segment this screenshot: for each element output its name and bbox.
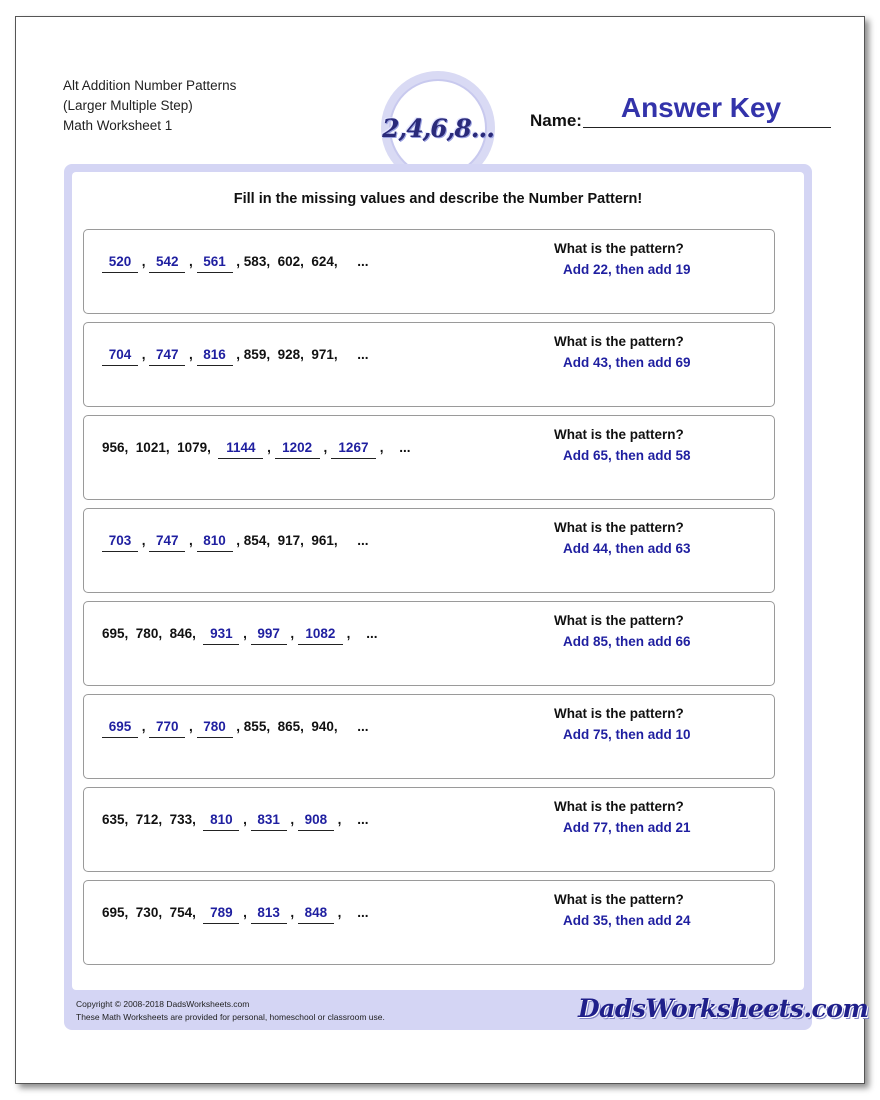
comma-separator: , — [300, 533, 312, 548]
comma-separator: , — [333, 533, 346, 548]
number-sequence — [102, 719, 368, 738]
sequence-ellipsis: ... — [366, 626, 378, 641]
comma-separator: , — [185, 533, 197, 548]
given-term: 956 — [102, 440, 125, 455]
comma-separator: , — [232, 719, 244, 734]
answer-blank[interactable]: 747 — [149, 533, 185, 552]
given-term: 1021 — [135, 440, 166, 455]
copyright-text: Copyright © 2008-2018 DadsWorksheets.com — [76, 999, 250, 1009]
sequence-ellipsis: ... — [357, 905, 369, 920]
pattern-question: What is the pattern? — [554, 799, 684, 814]
answer-blank[interactable]: 908 — [298, 812, 334, 831]
comma-separator: , — [138, 533, 150, 548]
given-term: 695 — [102, 626, 125, 641]
pattern-problem — [83, 508, 775, 593]
pattern-question: What is the pattern? — [554, 706, 684, 721]
answer-blank[interactable]: 1202 — [275, 440, 320, 459]
comma-separator: , — [192, 905, 204, 920]
comma-separator: , — [232, 533, 244, 548]
comma-separator: , — [207, 440, 219, 455]
comma-separator: , — [239, 812, 251, 827]
answer-blank[interactable]: 810 — [197, 533, 233, 552]
comma-separator: , — [239, 905, 251, 920]
answer-blank[interactable]: 747 — [149, 347, 185, 366]
answer-blank[interactable]: 997 — [251, 626, 287, 645]
pattern-question: What is the pattern? — [554, 613, 684, 628]
given-term: 859 — [243, 347, 267, 362]
given-term: 780 — [135, 626, 159, 641]
title-line: (Larger Multiple Step) — [63, 98, 193, 113]
given-term: 1079 — [177, 440, 208, 455]
given-term: 928 — [277, 347, 301, 362]
given-term: 846 — [169, 626, 193, 641]
comma-separator: , — [375, 440, 388, 455]
pattern-question: What is the pattern? — [554, 520, 684, 535]
sequence-ellipsis: ... — [357, 347, 369, 362]
given-term: 730 — [135, 905, 159, 920]
number-sequence — [102, 533, 368, 552]
number-sequence — [102, 254, 368, 273]
answer-blank[interactable]: 816 — [197, 347, 233, 366]
answer-blank[interactable]: 520 — [102, 254, 138, 273]
comma-separator: , — [239, 626, 251, 641]
answer-blank[interactable]: 704 — [102, 347, 138, 366]
comma-separator: , — [165, 440, 178, 455]
comma-separator: , — [158, 812, 170, 827]
answer-blank[interactable]: 695 — [102, 719, 138, 738]
answer-blank[interactable]: 1082 — [298, 626, 343, 645]
comma-separator: , — [333, 812, 346, 827]
pattern-answer[interactable]: Add 75, then add 10 — [563, 727, 691, 742]
instructions: Fill in the missing values and describe the Number Pattern! — [233, 191, 643, 207]
number-sequence — [102, 440, 410, 459]
given-term: 855 — [243, 719, 267, 734]
sequence-logo-inner — [382, 79, 494, 177]
comma-separator: , — [300, 254, 312, 269]
sequence-ellipsis: ... — [357, 533, 369, 548]
number-sequence — [102, 347, 368, 366]
sequence-logo-text: 2,4,6,8... — [382, 113, 494, 143]
given-term: 624 — [311, 254, 334, 269]
comma-separator: , — [185, 719, 197, 734]
comma-separator: , — [158, 905, 170, 920]
given-term: 971 — [311, 347, 334, 362]
pattern-problem — [83, 694, 775, 779]
comma-separator: , — [286, 626, 298, 641]
comma-separator: , — [124, 440, 136, 455]
given-term: 712 — [135, 812, 159, 827]
given-term: 695 — [102, 905, 125, 920]
pattern-question: What is the pattern? — [554, 427, 684, 442]
comma-separator: , — [333, 905, 346, 920]
name-label: Name: — [530, 111, 582, 130]
comma-separator: , — [124, 905, 136, 920]
comma-separator: , — [232, 254, 244, 269]
given-term: 854 — [243, 533, 267, 548]
pattern-answer[interactable]: Add 43, then add 69 — [563, 355, 691, 370]
comma-separator: , — [300, 719, 312, 734]
comma-separator: , — [266, 254, 278, 269]
given-term: 583 — [243, 254, 267, 269]
pattern-problem — [83, 322, 775, 407]
answer-blank[interactable]: 831 — [251, 812, 287, 831]
comma-separator: , — [138, 719, 150, 734]
usage-note: These Math Worksheets are provided for personal, homeschool or classroom use. — [76, 1012, 385, 1022]
comma-separator: , — [185, 347, 197, 362]
comma-separator: , — [286, 812, 298, 827]
comma-separator: , — [124, 626, 136, 641]
pattern-problem — [83, 415, 775, 500]
comma-separator: , — [333, 347, 346, 362]
pattern-problem — [83, 601, 775, 686]
pattern-question: What is the pattern? — [554, 892, 684, 907]
sequence-ellipsis: ... — [357, 719, 369, 734]
pattern-problem — [83, 880, 775, 965]
given-term: 733 — [169, 812, 193, 827]
dadsworksheets-logo: DadsWorksheets.com — [578, 994, 869, 1023]
pattern-problem — [83, 229, 775, 314]
number-sequence — [102, 905, 368, 924]
answer-blank[interactable]: 542 — [149, 254, 185, 273]
given-term: 865 — [277, 719, 301, 734]
comma-separator: , — [232, 347, 244, 362]
answer-blank[interactable]: 770 — [149, 719, 185, 738]
comma-separator: , — [266, 719, 278, 734]
comma-separator: , — [158, 626, 170, 641]
comma-separator: , — [124, 812, 136, 827]
answer-key-heading: Answer Key — [620, 92, 782, 123]
given-term: 961 — [311, 533, 334, 548]
title-line: Alt Addition Number Patterns — [63, 78, 237, 93]
given-term: 917 — [277, 533, 301, 548]
comma-separator: , — [192, 812, 204, 827]
footer-copyright — [76, 998, 385, 1024]
sequence-ellipsis: ... — [357, 254, 369, 269]
pattern-answer[interactable]: Add 35, then add 24 — [563, 913, 691, 928]
comma-separator: , — [138, 254, 150, 269]
comma-separator: , — [266, 347, 278, 362]
given-term: 754 — [169, 905, 193, 920]
answer-blank[interactable]: 813 — [251, 905, 287, 924]
comma-separator: , — [333, 254, 346, 269]
pattern-answer[interactable]: Add 77, then add 21 — [563, 820, 691, 835]
pattern-question: What is the pattern? — [554, 334, 684, 349]
number-sequence — [102, 812, 368, 831]
title-line: Math Worksheet 1 — [63, 118, 173, 133]
answer-blank[interactable]: 848 — [298, 905, 334, 924]
comma-separator: , — [138, 347, 150, 362]
pattern-answer[interactable]: Add 85, then add 66 — [563, 634, 691, 649]
comma-separator: , — [342, 626, 355, 641]
given-term: 635 — [102, 812, 125, 827]
pattern-answer[interactable]: Add 65, then add 58 — [563, 448, 691, 463]
answer-blank[interactable]: 810 — [203, 812, 239, 831]
comma-separator: , — [319, 440, 331, 455]
pattern-answer[interactable]: Add 44, then add 63 — [563, 541, 691, 556]
sequence-ellipsis: ... — [357, 812, 369, 827]
number-sequence — [102, 626, 377, 645]
answer-blank[interactable]: 780 — [197, 719, 233, 738]
pattern-problem — [83, 787, 775, 872]
name-field-line[interactable] — [583, 127, 831, 128]
given-term: 940 — [311, 719, 334, 734]
comma-separator: , — [300, 347, 312, 362]
comma-separator: , — [185, 254, 197, 269]
answer-blank[interactable]: 1267 — [331, 440, 376, 459]
pattern-answer[interactable]: Add 22, then add 19 — [563, 262, 691, 277]
pattern-question: What is the pattern? — [554, 241, 684, 256]
comma-separator: , — [266, 533, 278, 548]
answer-blank[interactable]: 931 — [203, 626, 239, 645]
comma-separator: , — [192, 626, 204, 641]
answer-blank[interactable]: 1144 — [218, 440, 263, 459]
comma-separator: , — [286, 905, 298, 920]
given-term: 602 — [277, 254, 301, 269]
answer-blank[interactable]: 703 — [102, 533, 138, 552]
comma-separator: , — [263, 440, 275, 455]
answer-blank[interactable]: 561 — [197, 254, 233, 273]
comma-separator: , — [333, 719, 346, 734]
answer-blank[interactable]: 789 — [203, 905, 239, 924]
worksheet-title — [63, 76, 236, 136]
sequence-ellipsis: ... — [399, 440, 411, 455]
